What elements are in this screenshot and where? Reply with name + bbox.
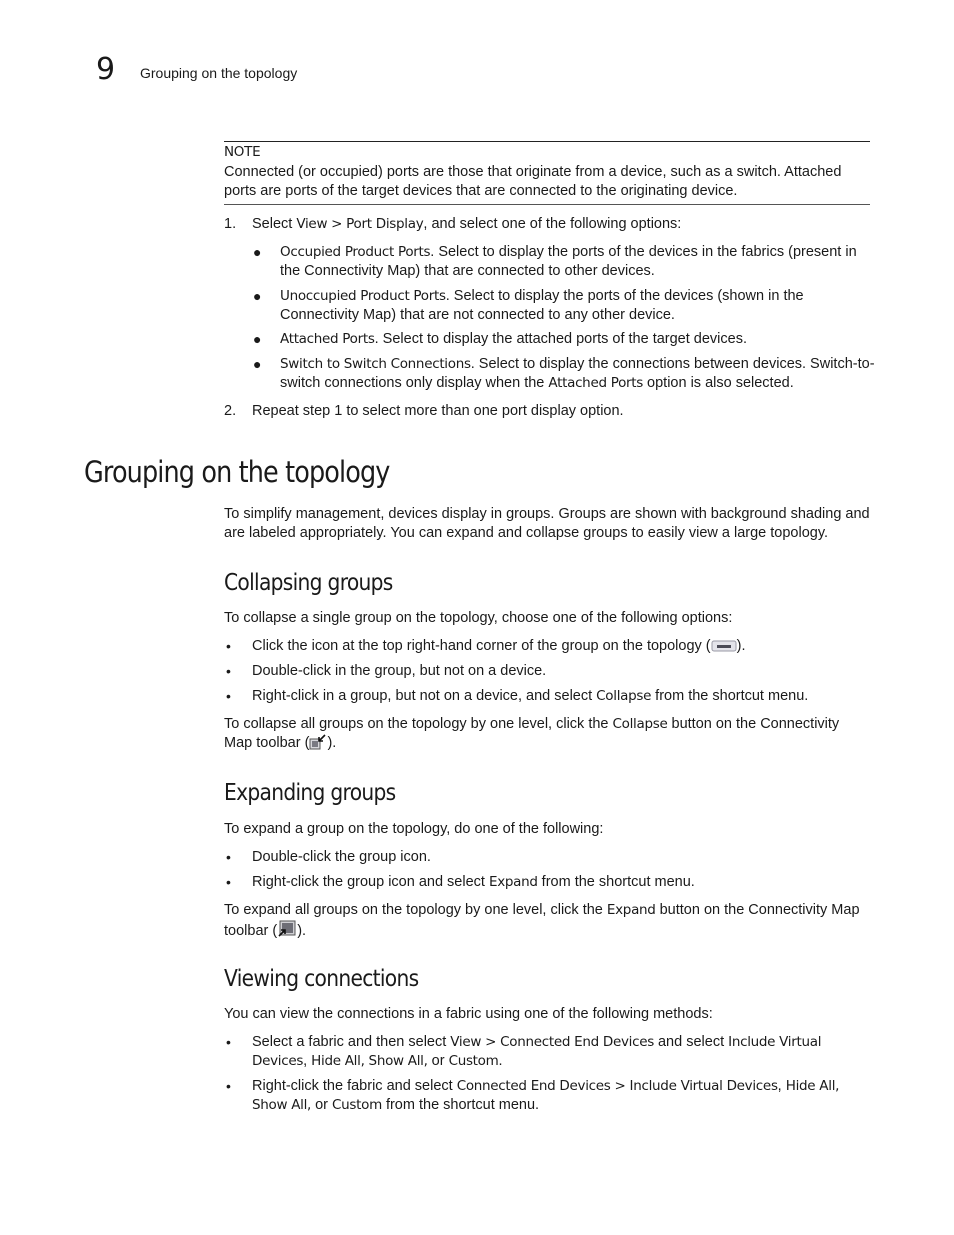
viewing-b1-ui4: Custom	[448, 1053, 499, 1069]
expanding-title: Expanding groups	[224, 780, 396, 806]
expanding-bullet-1	[224, 848, 870, 867]
step-1-pre: Select	[252, 216, 297, 232]
note-block	[224, 144, 870, 201]
viewing-b2-post: from the shortcut menu.	[381, 1097, 540, 1113]
viewing-b1-ui3: Hide All, Show All,	[311, 1053, 428, 1069]
note-top-rule	[224, 141, 870, 142]
expanding-all-post: ).	[297, 923, 307, 939]
collapsing-bullet-3	[224, 687, 870, 706]
viewing-b2-ui1: Connected End Devices > Include Virtual Devices	[456, 1078, 778, 1094]
bullet-icon: ●	[253, 331, 262, 347]
expanding-b2-post: from the shortcut menu.	[537, 874, 695, 890]
bullet-icon: •	[226, 688, 231, 704]
bullet-icon: ●	[253, 356, 262, 372]
option-text: . Select to display the ports of the devices (shown in the Connectivity Map) that are not connected to any other device.	[280, 288, 804, 323]
viewing-bullet-1	[224, 1033, 870, 1071]
collapsing-b3-ui: Collapse	[596, 688, 652, 704]
step-1-number: 1.	[224, 216, 237, 232]
collapsing-b1-pre: Click the icon at the top right-hand corner of the group on the topology (	[252, 638, 711, 654]
expanding-all	[224, 901, 870, 944]
section-title: Grouping on the topology	[84, 455, 390, 489]
viewing-b2-or: or	[311, 1097, 332, 1113]
viewing-b1-ui2: Include Virtual Devices	[252, 1034, 822, 1069]
viewing-bullet-2	[224, 1077, 870, 1115]
viewing-title: Viewing connections	[224, 966, 419, 992]
option-switch	[253, 355, 876, 393]
bullet-icon: •	[226, 874, 231, 890]
option-label: Attached Ports	[280, 331, 375, 347]
collapsing-all	[224, 715, 870, 756]
expanding-all-ui: Expand	[606, 902, 656, 918]
note-text: Connected (or occupied) ports are those that originate from a device, such as a switch. Attached ports are ports of the target devices that are connected to the originating device.	[224, 164, 842, 199]
expanding-b2-pre: Right-click the group icon and select	[252, 874, 489, 890]
viewing-b2-c1: ,	[777, 1078, 786, 1094]
option-label: Occupied Product Ports	[280, 244, 431, 260]
bullet-icon: •	[226, 663, 231, 679]
option-unoccupied	[253, 287, 870, 325]
chapter-number: 9	[96, 52, 116, 87]
collapsing-all-post: ).	[327, 735, 337, 751]
note-label: NOTE	[224, 144, 261, 160]
option-text: . Select to display the ports of the devices in the fabrics (present in the Connectivity Map) that are connected to other devices.	[280, 244, 857, 279]
option-text: . Select to display the connections between devices. Switch-to-switch connections only display when the	[280, 356, 875, 391]
expanding-b2-ui: Expand	[488, 874, 538, 890]
option-label: Unoccupied Product Ports	[280, 288, 446, 304]
viewing-b1-pre: Select a fabric and then select	[252, 1034, 451, 1050]
option-occupied	[253, 243, 870, 281]
expanding-intro: To expand a group on the topology, do one of the following:	[224, 821, 604, 837]
collapsing-b1-post: ).	[736, 638, 746, 654]
bullet-icon: •	[226, 1034, 231, 1050]
expanding-all-pre: To expand all groups on the topology by one level, click the	[224, 902, 607, 918]
collapsing-b3-post: from the shortcut menu.	[651, 688, 809, 704]
bullet-icon: ●	[253, 244, 262, 260]
expanding-bullet-2	[224, 873, 870, 892]
collapsing-all-ui: Collapse	[612, 716, 668, 732]
step-2	[224, 402, 870, 421]
option-label-2: Attached Ports	[548, 375, 644, 391]
viewing-b2-ui2: Hide All, Show All,	[252, 1078, 840, 1113]
collapsing-all-mid: button on the Connectivity Map toolbar (	[224, 716, 840, 751]
expanding-all-mid: button on the Connectivity Map toolbar (	[224, 902, 860, 939]
viewing-b1-ui1: View > Connected End Devices	[450, 1034, 654, 1050]
collapsing-intro: To collapse a single group on the topology, choose one of the following options:	[224, 610, 733, 626]
viewing-b2-ui3: Custom	[332, 1097, 382, 1113]
expanding-b1: Double-click the group icon.	[252, 849, 431, 865]
option-text: . Select to display the attached ports of the target devices.	[374, 331, 747, 347]
expand-toolbar-icon	[277, 920, 297, 944]
viewing-b1-c1: ,	[303, 1053, 312, 1069]
note-bottom-rule	[224, 204, 870, 205]
group-collapse-icon	[711, 639, 737, 659]
step-1-post: , and select one of the following options:	[423, 216, 682, 232]
collapsing-b2: Double-click in the group, but not on a device.	[252, 663, 547, 679]
collapsing-bullet-2	[224, 662, 870, 681]
viewing-b2-pre: Right-click the fabric and select	[252, 1078, 457, 1094]
step-2-text: Repeat step 1 to select more than one port display option.	[252, 403, 624, 419]
bullet-icon: ●	[253, 288, 262, 304]
viewing-intro: You can view the connections in a fabric using one of the following methods:	[224, 1006, 713, 1022]
collapsing-all-pre: To collapse all groups on the topology by one level, click the	[224, 716, 613, 732]
viewing-b1-mid: and select	[653, 1034, 729, 1050]
step-1	[224, 215, 870, 234]
option-label: Switch to Switch Connections	[280, 356, 471, 372]
option-attached	[253, 330, 870, 349]
collapsing-b3-pre: Right-click in a group, but not on a device, and select	[252, 688, 597, 704]
bullet-icon: •	[226, 1078, 231, 1094]
collapse-toolbar-icon	[309, 734, 327, 756]
option-text-2: option is also selected.	[643, 375, 794, 391]
section-intro: To simplify management, devices display in groups. Groups are shown with background shading and are labeled appropriately. You can expand and collapse groups to easily view a large topology.	[224, 506, 870, 541]
bullet-icon: •	[226, 638, 231, 654]
collapsing-bullet-1	[224, 637, 870, 659]
running-header: Grouping on the topology	[140, 65, 298, 81]
collapsing-title: Collapsing groups	[224, 570, 393, 596]
step-1-menu: View > Port Display	[296, 216, 424, 232]
viewing-b1-end: .	[498, 1053, 503, 1069]
viewing-b1-or: or	[427, 1053, 449, 1069]
bullet-icon: •	[226, 849, 231, 865]
step-2-number: 2.	[224, 403, 237, 419]
